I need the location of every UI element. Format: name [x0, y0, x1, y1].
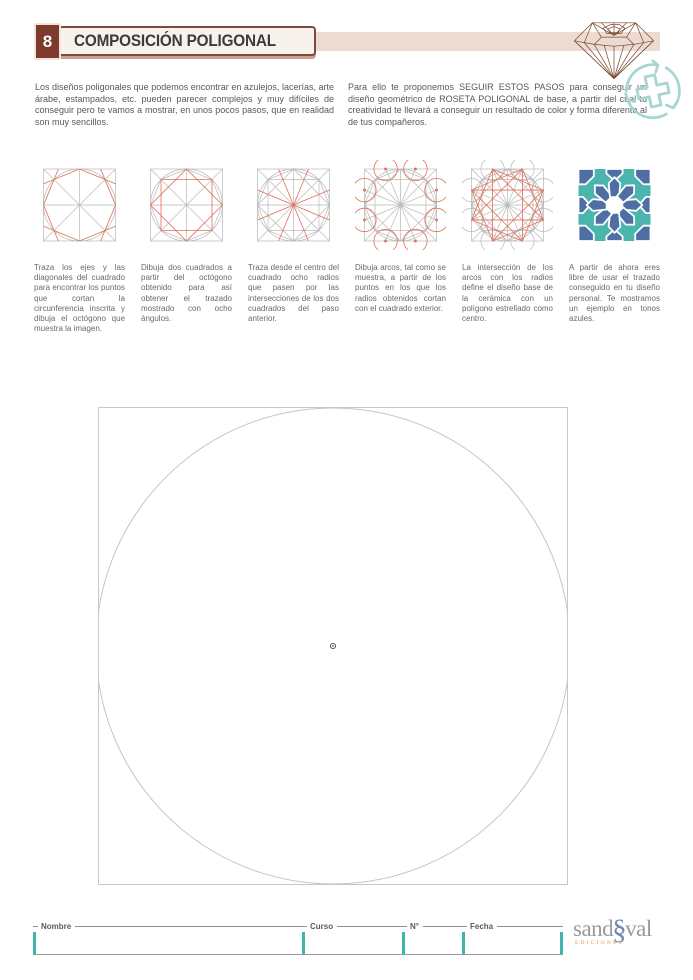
student-info-form — [33, 921, 563, 955]
step-figure-3 — [248, 160, 339, 250]
field-fecha — [462, 921, 563, 955]
step-figure-5 — [462, 160, 553, 250]
step-figure-6 — [569, 160, 660, 250]
field-label: N° — [410, 922, 419, 931]
gem-wireframe-icon — [566, 12, 662, 84]
field-numero — [402, 921, 462, 955]
publisher-logo — [573, 914, 659, 946]
field-label: Curso — [310, 922, 334, 931]
intro-text — [35, 82, 647, 128]
page-title: COMPOSICIÓN POLIGONAL — [74, 31, 276, 50]
fecha-input[interactable] — [462, 932, 563, 955]
step-5 — [462, 160, 553, 334]
step-6 — [569, 160, 660, 334]
curso-input[interactable] — [302, 932, 402, 955]
intro-paragraph-left: Los diseños poligonales que podemos encontrar en azulejos, lacerías, arte árabe, estampados, etc. pueden parecer complejos y muy difíciles de conseguir pero te vamos a mostrar, en unos pocos pasos, que en realidad son muy sencillos. — [35, 82, 334, 127]
step-1 — [34, 160, 125, 334]
step-caption: A partir de ahora eres libre de usar el trazado conseguido en tu diseño personal. Te mostramos un ejemplo en tonos azules. — [569, 263, 660, 324]
step-caption: Dibuja arcos, tal como se muestra, a partir de los puntos en los que los radios obtenidos cortan con el cuadrado exterior. — [355, 263, 446, 313]
field-rule — [75, 926, 302, 927]
publisher-name: sand§val — [573, 914, 652, 946]
intro-paragraph-right: Para ello te proponemos SEGUIR ESTOS PASOS para conseguir un diseño geométrico de ROSETA POLIGONAL de base, a partir del cual tu creatividad te llevará a conseguir un resultado de color y forma diferente al de tus compañeros. — [348, 82, 647, 127]
step-3 — [248, 160, 339, 334]
publisher-tagline: EDICIONES — [575, 940, 624, 946]
field-rule — [337, 926, 402, 927]
step-caption: Traza desde el centro del cuadrado ocho radios que pasen por las intersecciones de los dos cuadrados del paso anterior. — [248, 263, 339, 324]
step-2 — [141, 160, 232, 334]
drawing-area — [98, 407, 568, 885]
nombre-input[interactable] — [33, 932, 302, 955]
steps-row — [34, 160, 660, 334]
step-figure-1 — [34, 160, 125, 250]
header-title-box — [38, 26, 316, 56]
numero-input[interactable] — [402, 932, 462, 955]
field-label: Fecha — [470, 922, 494, 931]
step-figure-4 — [355, 160, 446, 250]
field-nombre — [33, 921, 302, 955]
unit-number-badge: 8 — [34, 23, 61, 60]
field-rule — [497, 926, 563, 927]
step-caption: La intersección de los arcos con los radios define el diseño base de la cerámica con un polígono estrellado como centro. — [462, 263, 553, 324]
step-figure-2 — [141, 160, 232, 250]
field-curso — [302, 921, 402, 955]
center-point-marker — [330, 643, 335, 648]
step-4 — [355, 160, 446, 334]
step-caption: Traza los ejes y las diagonales del cuadrado para encontrar los puntos que cortan la circunferencia inscrita y dibuja el octógono que muestra la imagen. — [34, 263, 125, 334]
publisher-glyph: § — [612, 914, 627, 946]
field-rule — [423, 926, 462, 927]
step-caption: Dibuja dos cuadrados a partir del octógono obtenido para así obtener el trazado mostrado con ocho ángulos. — [141, 263, 232, 324]
field-label: Nombre — [41, 922, 72, 931]
